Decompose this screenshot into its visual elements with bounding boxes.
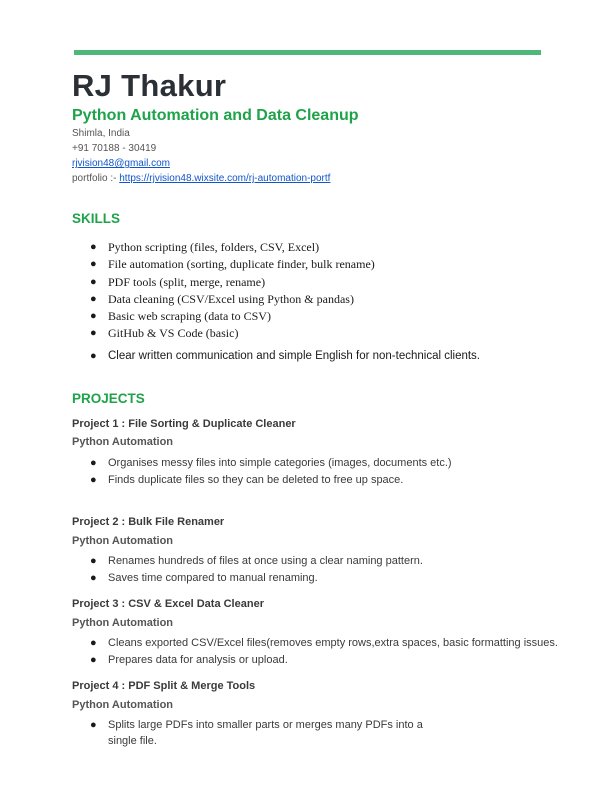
list-item: ● Splits large PDFs into smaller parts or merges many PDFs into a single file. xyxy=(90,719,423,747)
bullet-icon: ● xyxy=(90,654,97,666)
list-item: ● Finds duplicate files so they can be deleted to free up space. xyxy=(90,474,404,486)
bullet-icon: ● xyxy=(90,719,97,731)
phone-text: +91 70188 - 30419 xyxy=(72,143,157,154)
project-points xyxy=(90,635,595,669)
project-title: Project 1 : File Sorting & Duplicate Cleaner xyxy=(72,418,296,430)
candidate-role: Python Automation and Data Cleanup xyxy=(72,107,359,124)
bullet-icon: ● xyxy=(90,349,97,362)
project-title: Project 2 : Bulk File Renamer xyxy=(72,516,225,528)
bullet-icon: ● xyxy=(90,637,97,649)
location-text: Shimla, India xyxy=(72,128,130,139)
list-item: ● Renames hundreds of files at once using a clear naming pattern. xyxy=(90,555,423,567)
bullet-icon: ● xyxy=(90,572,97,584)
bullet-icon: ● xyxy=(90,327,97,340)
bullet-icon: ● xyxy=(90,310,97,323)
list-item: ● PDF tools (split, merge, rename) xyxy=(90,274,266,289)
bullet-icon: ● xyxy=(90,241,97,253)
project-title: Project 4 : PDF Split & Merge Tools xyxy=(72,680,256,692)
list-item: ● Python scripting (files, folders, CSV, Excel) xyxy=(90,240,320,254)
list-item: ● Basic web scraping (data to CSV) xyxy=(90,309,271,324)
project-subtitle: Python Automation xyxy=(72,436,174,448)
header-accent-bar xyxy=(74,50,541,55)
bullet-icon: ● xyxy=(90,275,97,288)
portfolio-link[interactable]: https://rjvision48.wixsite.com/rj-automation-portf xyxy=(119,173,331,184)
portfolio-label: portfolio :- xyxy=(72,173,120,184)
candidate-name: RJ Thakur xyxy=(72,68,227,103)
bullet-icon: ● xyxy=(90,258,97,271)
project-subtitle: Python Automation xyxy=(72,617,174,629)
list-item: ● Organises messy files into simple categories (images, documents etc.) xyxy=(90,457,452,469)
list-item: ● Saves time compared to manual renaming. xyxy=(90,572,318,584)
list-item: ● File automation (sorting, duplicate finder, bulk rename) xyxy=(90,257,375,272)
project-points xyxy=(90,553,595,587)
list-item: ● GitHub & VS Code (basic) xyxy=(90,326,239,341)
skills-list xyxy=(90,240,590,366)
email-link[interactable]: rjvision48@gmail.com xyxy=(72,158,170,169)
bullet-icon: ● xyxy=(90,292,97,305)
project-subtitle: Python Automation xyxy=(72,699,174,711)
list-item: ● Prepares data for analysis or upload. xyxy=(90,654,288,666)
project-title: Project 3 : CSV & Excel Data Cleaner xyxy=(72,598,264,610)
bullet-icon: ● xyxy=(90,555,97,567)
list-item: ● Data cleaning (CSV/Excel using Python & pandas) xyxy=(90,291,354,306)
list-item: ● Clear written communication and simple English for non-technical clients. xyxy=(90,349,481,362)
project-points xyxy=(90,717,595,750)
project-points xyxy=(90,455,595,489)
skills-heading: SKILLS xyxy=(72,211,121,226)
bullet-icon: ● xyxy=(90,474,97,486)
project-subtitle: Python Automation xyxy=(72,535,174,547)
list-item: ● Cleans exported CSV/Excel files(removes empty rows,extra spaces, basic formatting issues. xyxy=(90,637,558,649)
bullet-icon: ● xyxy=(90,457,97,469)
projects-heading: PROJECTS xyxy=(72,391,145,406)
